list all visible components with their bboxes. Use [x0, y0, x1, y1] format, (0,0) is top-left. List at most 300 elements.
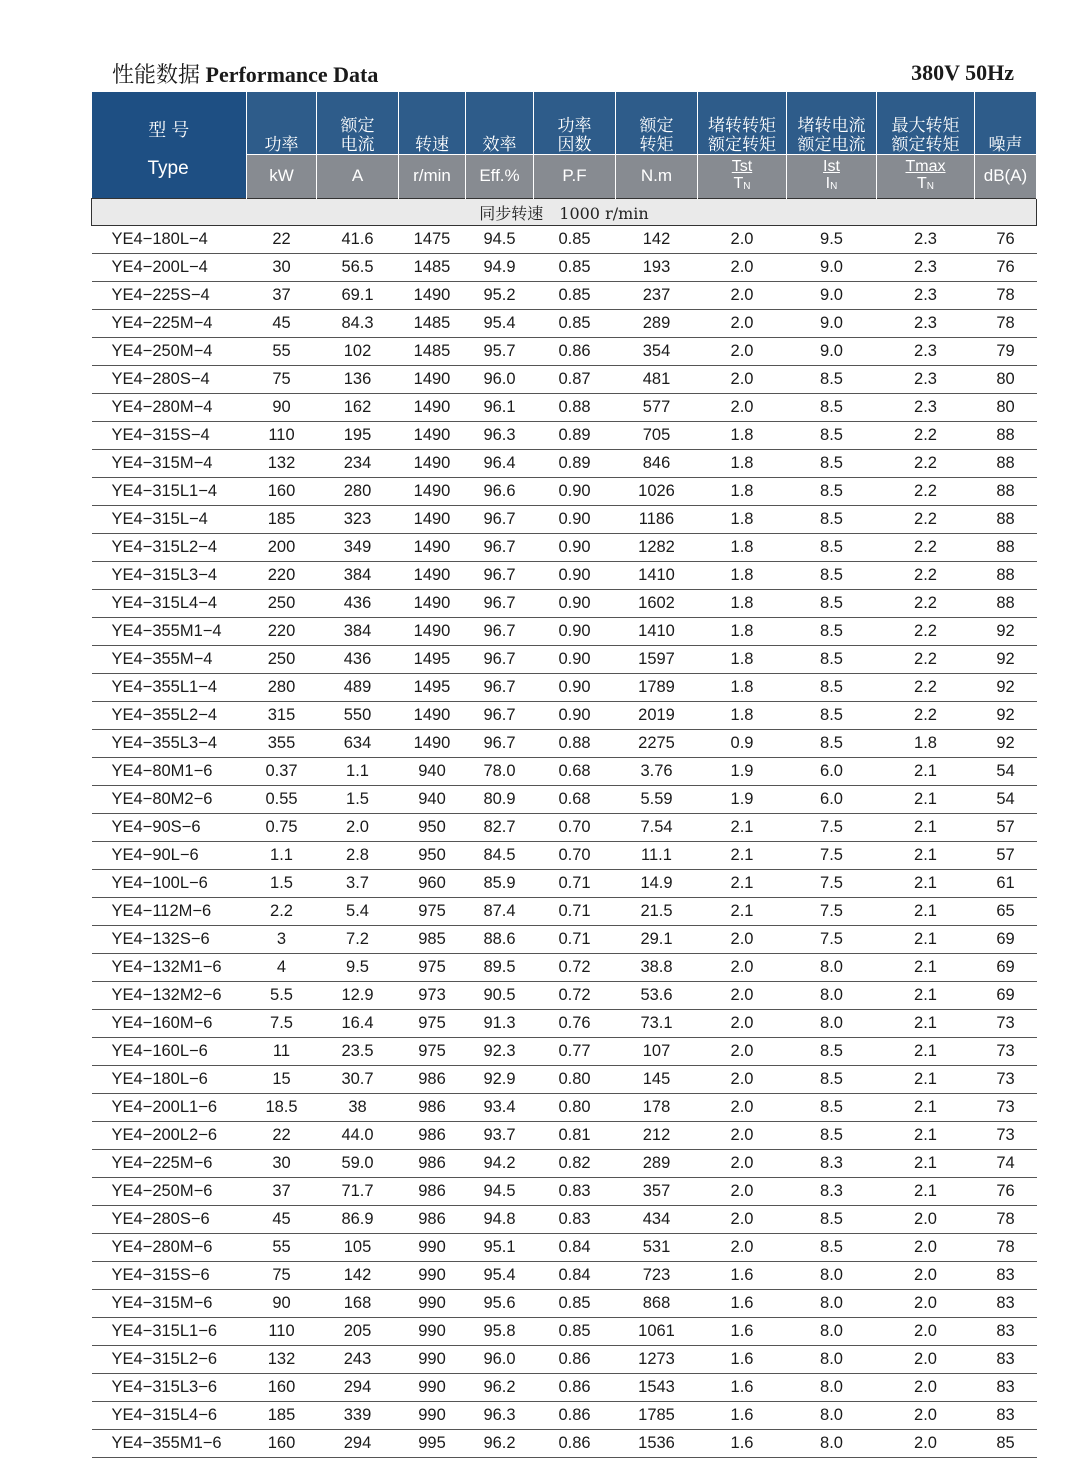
- table-cell: 22: [247, 1122, 317, 1150]
- table-cell: 2.2: [877, 618, 975, 646]
- table-cell: 2.0: [317, 814, 399, 842]
- table-cell: 73: [975, 1122, 1037, 1150]
- table-cell: 8.0: [787, 1402, 877, 1430]
- table-cell: 1.6: [698, 1262, 787, 1290]
- table-cell: YE4−160M−6: [92, 1010, 247, 1038]
- table-cell: 2.2: [877, 646, 975, 674]
- table-cell: 96.2: [466, 1374, 534, 1402]
- table-cell: 2.1: [877, 898, 975, 926]
- table-cell: 0.89: [534, 422, 616, 450]
- table-cell: 96.7: [466, 506, 534, 534]
- table-cell: YE4−355L1−4: [92, 674, 247, 702]
- table-cell: 0.68: [534, 758, 616, 786]
- table-cell: YE4−90L−6: [92, 842, 247, 870]
- table-cell: 2.1: [877, 842, 975, 870]
- table-cell: 0.83: [534, 1206, 616, 1234]
- table-cell: 105: [317, 1234, 399, 1262]
- table-cell: 96.7: [466, 562, 534, 590]
- table-cell: 280: [247, 674, 317, 702]
- table-cell: 7.5: [787, 926, 877, 954]
- table-cell: 53.6: [616, 982, 698, 1010]
- table-cell: 986: [399, 1122, 466, 1150]
- table-cell: 8.5: [787, 590, 877, 618]
- table-cell: 220: [247, 562, 317, 590]
- table-cell: 8.0: [787, 982, 877, 1010]
- table-cell: 2.8: [317, 842, 399, 870]
- table-cell: YE4−80M2−6: [92, 786, 247, 814]
- table-cell: 93.7: [466, 1122, 534, 1150]
- table-cell: YE4−225M−4: [92, 310, 247, 338]
- table-row: [92, 534, 1037, 562]
- table-cell: 0.72: [534, 982, 616, 1010]
- table-row: [92, 1290, 1037, 1318]
- table-cell: 0.85: [534, 1290, 616, 1318]
- performance-table: [91, 92, 1037, 1458]
- table-cell: 8.3: [787, 1178, 877, 1206]
- table-cell: 1026: [616, 478, 698, 506]
- table-cell: 986: [399, 1178, 466, 1206]
- table-cell: YE4−132M1−6: [92, 954, 247, 982]
- table-cell: 69: [975, 954, 1037, 982]
- title-en: Performance Data: [205, 62, 379, 87]
- table-cell: 96.3: [466, 422, 534, 450]
- table-cell: 0.9: [698, 730, 787, 758]
- table-cell: 940: [399, 786, 466, 814]
- table-cell: YE4−315S−6: [92, 1262, 247, 1290]
- table-cell: 0.80: [534, 1066, 616, 1094]
- table-cell: 92: [975, 618, 1037, 646]
- table-row: [92, 1234, 1037, 1262]
- table-cell: YE4−315L2−6: [92, 1346, 247, 1374]
- table-cell: 7.5: [787, 898, 877, 926]
- table-cell: 96.6: [466, 478, 534, 506]
- table-cell: 436: [317, 646, 399, 674]
- table-row: [92, 1010, 1037, 1038]
- table-cell: 160: [247, 1374, 317, 1402]
- table-cell: 83: [975, 1318, 1037, 1346]
- table-cell: 1475: [399, 226, 466, 254]
- table-cell: 0.90: [534, 562, 616, 590]
- table-cell: 973: [399, 982, 466, 1010]
- table-cell: 29.1: [616, 926, 698, 954]
- table-cell: 2.0: [698, 1178, 787, 1206]
- table-cell: 0.37: [247, 758, 317, 786]
- table-cell: 2.0: [698, 1038, 787, 1066]
- table-cell: 2.0: [877, 1234, 975, 1262]
- table-cell: 940: [399, 758, 466, 786]
- table-cell: 92.9: [466, 1066, 534, 1094]
- table-cell: 6.0: [787, 786, 877, 814]
- header-torque-cn: 额定 转矩: [616, 92, 698, 154]
- header-lrt-cn: 堵转转矩 额定转矩: [698, 92, 787, 154]
- table-cell: 94.8: [466, 1206, 534, 1234]
- table-cell: 8.0: [787, 1318, 877, 1346]
- table-cell: 1490: [399, 618, 466, 646]
- table-cell: 289: [616, 310, 698, 338]
- table-cell: 2.0: [698, 1066, 787, 1094]
- table-cell: 3: [247, 926, 317, 954]
- table-cell: YE4−180L−4: [92, 226, 247, 254]
- table-cell: 2.1: [877, 954, 975, 982]
- table-cell: 94.9: [466, 254, 534, 282]
- table-row: [92, 618, 1037, 646]
- table-row: [92, 394, 1037, 422]
- table-row: [92, 646, 1037, 674]
- table-cell: YE4−355L2−4: [92, 702, 247, 730]
- table-cell: 7.54: [616, 814, 698, 842]
- table-cell: 4: [247, 954, 317, 982]
- table-cell: 91.3: [466, 1010, 534, 1038]
- table-cell: 54: [975, 786, 1037, 814]
- table-cell: 78: [975, 1206, 1037, 1234]
- table-cell: 384: [317, 562, 399, 590]
- table-cell: 2.1: [877, 982, 975, 1010]
- header-maxtorque-cn: 最大转矩 额定转矩: [877, 92, 975, 154]
- table-cell: 2.0: [877, 1318, 975, 1346]
- table-cell: 8.5: [787, 702, 877, 730]
- table-cell: 195: [317, 422, 399, 450]
- table-cell: 65: [975, 898, 1037, 926]
- table-cell: 531: [616, 1234, 698, 1262]
- table-cell: YE4−180L−6: [92, 1066, 247, 1094]
- table-cell: 0.84: [534, 1262, 616, 1290]
- table-cell: 0.88: [534, 394, 616, 422]
- table-cell: 132: [247, 450, 317, 478]
- table-cell: 59.0: [317, 1150, 399, 1178]
- table-cell: 73.1: [616, 1010, 698, 1038]
- header-pf-unit: P.F: [534, 154, 616, 199]
- table-row: [92, 310, 1037, 338]
- table-cell: 1490: [399, 534, 466, 562]
- table-row: [92, 730, 1037, 758]
- table-cell: 11: [247, 1038, 317, 1066]
- table-cell: 550: [317, 702, 399, 730]
- table-cell: 2.3: [877, 394, 975, 422]
- table-cell: 96.2: [466, 1430, 534, 1458]
- header-row-cn: [92, 92, 1037, 154]
- table-cell: 92: [975, 674, 1037, 702]
- table-cell: YE4−315M−6: [92, 1290, 247, 1318]
- table-cell: 990: [399, 1318, 466, 1346]
- table-cell: 237: [616, 282, 698, 310]
- table-cell: 990: [399, 1234, 466, 1262]
- table-cell: 294: [317, 1374, 399, 1402]
- table-cell: 2.1: [877, 1038, 975, 1066]
- table-cell: 96.0: [466, 366, 534, 394]
- table-cell: 76: [975, 1178, 1037, 1206]
- table-cell: 1543: [616, 1374, 698, 1402]
- table-row: [92, 366, 1037, 394]
- table-cell: 23.5: [317, 1038, 399, 1066]
- table-row: [92, 254, 1037, 282]
- sync-speed-label: 同步转速 1000 r/min: [92, 199, 1037, 226]
- table-cell: 1602: [616, 590, 698, 618]
- table-cell: 0.72: [534, 954, 616, 982]
- table-cell: 2.0: [698, 1234, 787, 1262]
- table-cell: 0.86: [534, 1374, 616, 1402]
- table-row: [92, 1374, 1037, 1402]
- table-cell: YE4−355M−4: [92, 646, 247, 674]
- table-cell: YE4−280M−4: [92, 394, 247, 422]
- table-cell: 250: [247, 646, 317, 674]
- table-row: [92, 282, 1037, 310]
- table-cell: 2275: [616, 730, 698, 758]
- table-cell: 8.5: [787, 1038, 877, 1066]
- table-cell: 0.71: [534, 870, 616, 898]
- table-cell: 0.71: [534, 926, 616, 954]
- table-cell: 1490: [399, 562, 466, 590]
- table-cell: YE4−355M1−4: [92, 618, 247, 646]
- table-cell: 975: [399, 898, 466, 926]
- table-cell: 96.7: [466, 730, 534, 758]
- table-cell: 78: [975, 282, 1037, 310]
- table-cell: 2.2: [877, 562, 975, 590]
- table-cell: 15: [247, 1066, 317, 1094]
- table-cell: 9.0: [787, 310, 877, 338]
- table-cell: 8.5: [787, 730, 877, 758]
- table-cell: 1495: [399, 646, 466, 674]
- table-cell: YE4−132S−6: [92, 926, 247, 954]
- table-cell: 723: [616, 1262, 698, 1290]
- table-cell: 200: [247, 534, 317, 562]
- table-cell: 18.5: [247, 1094, 317, 1122]
- table-cell: 1.8: [698, 506, 787, 534]
- table-cell: YE4−100L−6: [92, 870, 247, 898]
- table-cell: 1410: [616, 562, 698, 590]
- table-cell: 2019: [616, 702, 698, 730]
- table-cell: 2.0: [698, 1094, 787, 1122]
- table-cell: 0.80: [534, 1094, 616, 1122]
- table-cell: 1282: [616, 534, 698, 562]
- table-cell: 54: [975, 758, 1037, 786]
- table-cell: YE4−200L1−6: [92, 1094, 247, 1122]
- table-cell: 30.7: [317, 1066, 399, 1094]
- table-cell: 986: [399, 1094, 466, 1122]
- table-cell: 1.8: [698, 702, 787, 730]
- table-cell: 1.6: [698, 1402, 787, 1430]
- table-cell: 12.9: [317, 982, 399, 1010]
- table-cell: 57: [975, 842, 1037, 870]
- table-cell: 205: [317, 1318, 399, 1346]
- table-row: [92, 814, 1037, 842]
- table-cell: 95.2: [466, 282, 534, 310]
- table-cell: 8.5: [787, 646, 877, 674]
- table-cell: 8.5: [787, 506, 877, 534]
- table-cell: 73: [975, 1010, 1037, 1038]
- table-cell: 8.5: [787, 394, 877, 422]
- table-cell: 0.71: [534, 898, 616, 926]
- table-cell: 9.0: [787, 282, 877, 310]
- table-cell: 9.0: [787, 338, 877, 366]
- table-cell: 84.3: [317, 310, 399, 338]
- table-cell: 178: [616, 1094, 698, 1122]
- table-cell: 2.3: [877, 254, 975, 282]
- table-cell: 78.0: [466, 758, 534, 786]
- header-speed-unit: r/min: [399, 154, 466, 199]
- header-type-en: Type: [92, 154, 247, 199]
- header-lrc-ratio: $\frac{\text{Ist}}{I_N}$: [787, 154, 877, 199]
- table-cell: 2.2: [877, 478, 975, 506]
- table-cell: 950: [399, 814, 466, 842]
- table-cell: 0.85: [534, 310, 616, 338]
- table-cell: 1.8: [698, 422, 787, 450]
- table-cell: 86.9: [317, 1206, 399, 1234]
- table-cell: 2.3: [877, 338, 975, 366]
- table-row: [92, 450, 1037, 478]
- table-row: [92, 1262, 1037, 1290]
- table-cell: 0.85: [534, 1318, 616, 1346]
- table-cell: 9.5: [317, 954, 399, 982]
- header-current-unit: A: [317, 154, 399, 199]
- table-row: [92, 1178, 1037, 1206]
- table-cell: 212: [616, 1122, 698, 1150]
- table-cell: 220: [247, 618, 317, 646]
- table-cell: 2.1: [877, 1150, 975, 1178]
- table-cell: 92: [975, 730, 1037, 758]
- table-cell: 1.9: [698, 786, 787, 814]
- table-cell: 22: [247, 226, 317, 254]
- table-cell: 90.5: [466, 982, 534, 1010]
- table-cell: 0.81: [534, 1122, 616, 1150]
- table-cell: 2.2: [877, 506, 975, 534]
- table-cell: 0.85: [534, 254, 616, 282]
- table-cell: 0.76: [534, 1010, 616, 1038]
- table-cell: 705: [616, 422, 698, 450]
- table-row: [92, 422, 1037, 450]
- table-cell: 0.90: [534, 618, 616, 646]
- table-cell: 6.0: [787, 758, 877, 786]
- table-cell: 0.90: [534, 534, 616, 562]
- table-cell: 995: [399, 1430, 466, 1458]
- table-cell: 5.4: [317, 898, 399, 926]
- table-cell: 57: [975, 814, 1037, 842]
- table-cell: 76: [975, 254, 1037, 282]
- table-cell: 1.9: [698, 758, 787, 786]
- table-cell: 315: [247, 702, 317, 730]
- table-cell: YE4−315L−4: [92, 506, 247, 534]
- table-cell: 8.0: [787, 1262, 877, 1290]
- table-cell: 0.85: [534, 282, 616, 310]
- header-torque-unit: N.m: [616, 154, 698, 199]
- table-cell: 30: [247, 254, 317, 282]
- header-noise-cn: 噪声: [975, 92, 1037, 154]
- table-cell: 44.0: [317, 1122, 399, 1150]
- table-cell: 88: [975, 450, 1037, 478]
- table-cell: 160: [247, 478, 317, 506]
- header-maxtorque-ratio: $\frac{Tmax}{T_N}$: [877, 154, 975, 199]
- table-cell: 73: [975, 1094, 1037, 1122]
- table-cell: 2.1: [877, 1010, 975, 1038]
- table-cell: 83: [975, 1290, 1037, 1318]
- table-cell: YE4−315S−4: [92, 422, 247, 450]
- table-cell: 1.8: [698, 450, 787, 478]
- table-cell: 37: [247, 282, 317, 310]
- table-cell: 55: [247, 1234, 317, 1262]
- table-cell: YE4−315L4−4: [92, 590, 247, 618]
- table-row: [92, 674, 1037, 702]
- table-cell: YE4−315L1−6: [92, 1318, 247, 1346]
- table-cell: 8.0: [787, 1346, 877, 1374]
- table-cell: 2.1: [877, 1094, 975, 1122]
- table-cell: 2.0: [698, 1150, 787, 1178]
- table-cell: 96.7: [466, 646, 534, 674]
- table-cell: 0.90: [534, 478, 616, 506]
- table-cell: 1490: [399, 506, 466, 534]
- table-cell: YE4−200L−4: [92, 254, 247, 282]
- table-cell: 577: [616, 394, 698, 422]
- table-row: [92, 1094, 1037, 1122]
- table-cell: 434: [616, 1206, 698, 1234]
- table-cell: 96.7: [466, 534, 534, 562]
- table-cell: 107: [616, 1038, 698, 1066]
- table-cell: 41.6: [317, 226, 399, 254]
- table-cell: 985: [399, 926, 466, 954]
- table-cell: 69: [975, 982, 1037, 1010]
- table-cell: 2.1: [698, 814, 787, 842]
- table-cell: 868: [616, 1290, 698, 1318]
- table-cell: YE4−250M−4: [92, 338, 247, 366]
- table-cell: 95.6: [466, 1290, 534, 1318]
- table-cell: 9.5: [787, 226, 877, 254]
- table-row: [92, 702, 1037, 730]
- table-cell: 11.1: [616, 842, 698, 870]
- table-cell: 2.0: [698, 254, 787, 282]
- table-cell: 8.5: [787, 1234, 877, 1262]
- table-row: [92, 590, 1037, 618]
- table-cell: 7.5: [787, 814, 877, 842]
- table-cell: 2.1: [877, 926, 975, 954]
- table-cell: YE4−315M−4: [92, 450, 247, 478]
- table-cell: 8.5: [787, 562, 877, 590]
- table-cell: 96.1: [466, 394, 534, 422]
- table-cell: 1490: [399, 590, 466, 618]
- table-cell: 1.1: [317, 758, 399, 786]
- table-cell: 2.1: [877, 786, 975, 814]
- table-cell: 8.0: [787, 1374, 877, 1402]
- table-cell: 0.90: [534, 590, 616, 618]
- table-row: [92, 954, 1037, 982]
- table-cell: 2.3: [877, 226, 975, 254]
- table-cell: YE4−280M−6: [92, 1234, 247, 1262]
- table-cell: 84.5: [466, 842, 534, 870]
- table-cell: 1.5: [317, 786, 399, 814]
- page-title: [112, 58, 378, 89]
- header-power-unit: kW: [247, 154, 317, 199]
- table-cell: 250: [247, 590, 317, 618]
- table-cell: 8.5: [787, 450, 877, 478]
- table-cell: 975: [399, 1038, 466, 1066]
- table-cell: 92.3: [466, 1038, 534, 1066]
- table-row: [92, 758, 1037, 786]
- table-cell: 69: [975, 926, 1037, 954]
- table-cell: 0.82: [534, 1150, 616, 1178]
- table-row: [92, 842, 1037, 870]
- table-cell: 986: [399, 1206, 466, 1234]
- table-cell: 74: [975, 1150, 1037, 1178]
- table-cell: 142: [317, 1262, 399, 1290]
- table-cell: 1.8: [698, 674, 787, 702]
- table-cell: 1495: [399, 674, 466, 702]
- table-cell: 8.0: [787, 954, 877, 982]
- table-cell: 78: [975, 310, 1037, 338]
- table-row: [92, 1122, 1037, 1150]
- table-cell: 846: [616, 450, 698, 478]
- table-cell: 349: [317, 534, 399, 562]
- table-cell: 1.8: [698, 618, 787, 646]
- table-cell: 8.0: [787, 1290, 877, 1318]
- table-row: [92, 1430, 1037, 1458]
- table-cell: 92: [975, 646, 1037, 674]
